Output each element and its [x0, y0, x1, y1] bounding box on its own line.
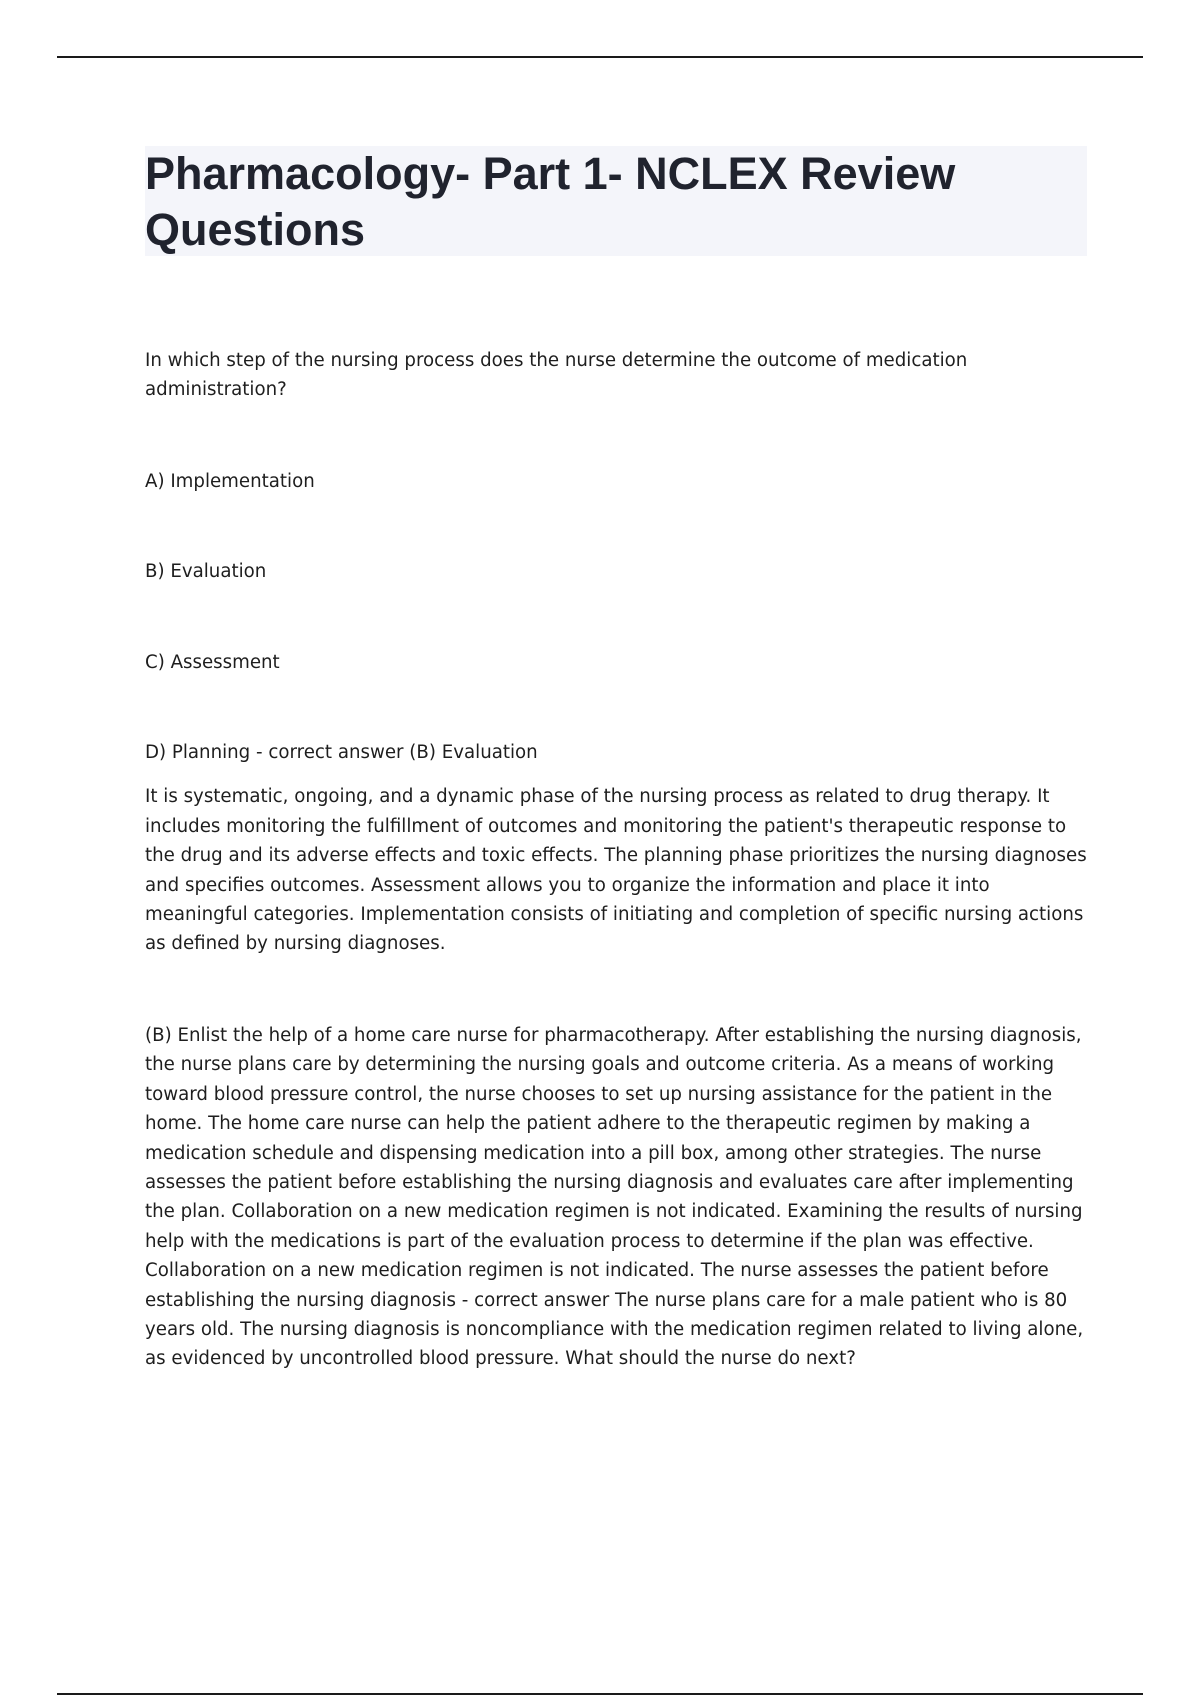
question-text: In which step of the nursing process does the nurse determine the outcome of medication administration?: [145, 350, 968, 401]
second-question-paragraph: (B) Enlist the help of a home care nurse for pharmacotherapy. After establishing the nursing diagnosis, the nurse plans care by determining the nursing goals and outcome criteria. As a means of working toward blood pressure control, the nurse chooses to set up nursing assistance for the patient in the home. The home care nurse can help the patient adhere to the therapeutic regimen by making a medication schedule and dispensing medication into a pill box, among other strategies. The nurse assesses the patient before establishing the nursing diagnosis and evaluates care after implementing the plan. Collaboration on a new medication regimen is not indicated. Examining the results of nursing help with the medications is part of the evaluation process to determine if the plan was effective. Collaboration on a new medication regimen is not indicated. The nurse assesses the patient before establishing the nursing diagnosis - correct answer The nurse plans care for a male patient who is 80 years old. The nursing diagnosis is noncompliance with the medication regimen related to living alone, as evidenced by uncontrolled blood pressure. What should the nurse do next?: [145, 1024, 1084, 1370]
answer-option-d: D) Planning - correct answer (B) Evaluation: [145, 742, 538, 764]
explanation-paragraph: It is systematic, ongoing, and a dynamic phase of the nursing process as related to drug therapy. It includes monitoring the fulfillment of outcomes and monitoring the patient's therapeutic response to the drug and its adverse effects and toxic effects. The planning phase prioritizes the nursing diagnoses and specifies outcomes. Assessment allows you to organize the information and place it into meaningful categories. Implementation consists of initiating and completion of specific nursing actions as defined by nursing diagnoses.: [145, 786, 1087, 955]
answer-option-b: B) Evaluation: [145, 561, 267, 583]
page-title: Pharmacology- Part 1- NCLEX Review Questions: [145, 148, 956, 255]
bottom-divider: [57, 1693, 1143, 1695]
top-divider: [57, 56, 1143, 58]
document-body: [145, 346, 1090, 1374]
answer-option-c: C) Assessment: [145, 651, 280, 673]
answer-option-a: A) Implementation: [145, 470, 315, 492]
